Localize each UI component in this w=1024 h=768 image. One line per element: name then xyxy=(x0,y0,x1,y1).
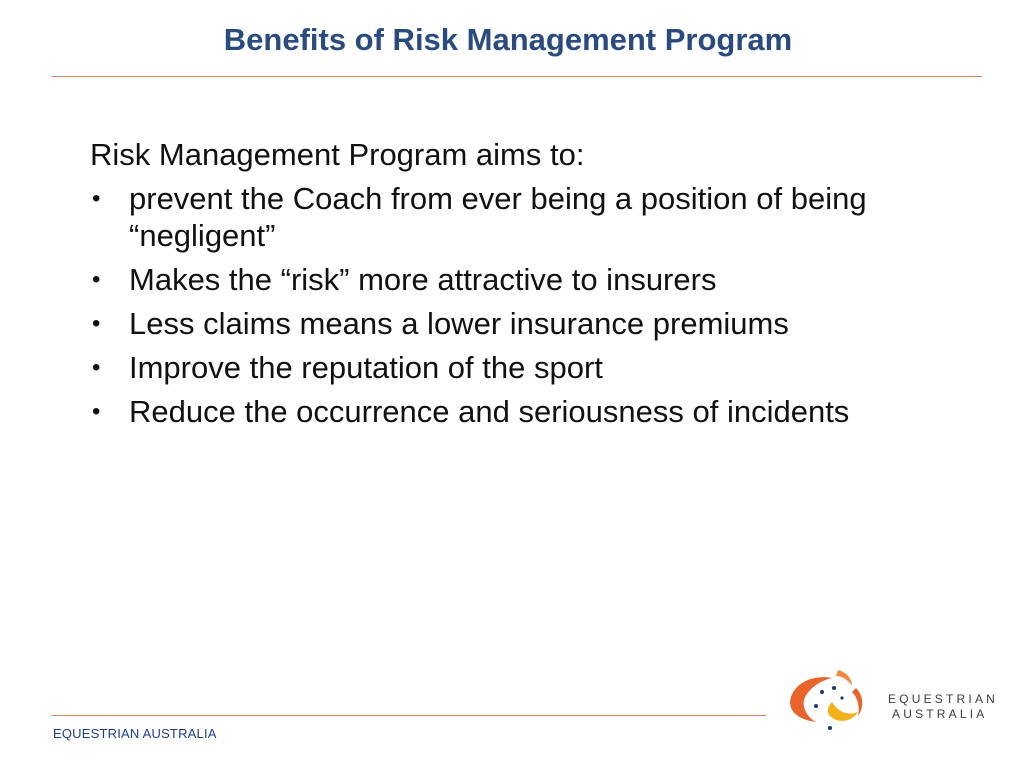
list-item-text: prevent the Coach from ever being a position of being “negligent” xyxy=(129,181,867,253)
list-item-text: Reduce the occurrence and seriousness of incidents xyxy=(129,394,850,429)
list-item xyxy=(90,393,970,430)
list-item xyxy=(90,305,970,342)
list-item xyxy=(90,180,970,254)
footer-organisation-name: EQUESTRIAN AUSTRALIA xyxy=(53,726,217,741)
list-item xyxy=(90,349,970,386)
equestrian-australia-logo xyxy=(786,666,999,736)
logo-line-1: EQUESTRIAN xyxy=(888,692,999,706)
list-item xyxy=(90,261,970,298)
bullet-list xyxy=(90,180,970,430)
bullet-icon: • xyxy=(92,310,101,337)
bullet-icon: • xyxy=(92,185,101,212)
bullet-icon: • xyxy=(92,354,101,381)
footer-divider xyxy=(52,715,766,716)
slide-title: Benefits of Risk Management Program xyxy=(223,22,793,57)
bullet-icon: • xyxy=(92,398,101,425)
list-item-text: Less claims means a lower insurance premiums xyxy=(129,306,789,341)
slide-body xyxy=(90,134,970,437)
list-item-text: Improve the reputation of the sport xyxy=(129,350,603,385)
list-item-text: Makes the “risk” more attractive to insurers xyxy=(129,262,717,297)
logo-wordmark xyxy=(888,692,998,722)
bullet-icon: • xyxy=(92,266,101,293)
equestrian-australia-logo-icon xyxy=(786,666,882,736)
logo-line-2: AUSTRALIA xyxy=(892,707,988,721)
intro-text: Risk Management Program aims to: xyxy=(90,137,585,172)
title-divider xyxy=(52,76,982,77)
